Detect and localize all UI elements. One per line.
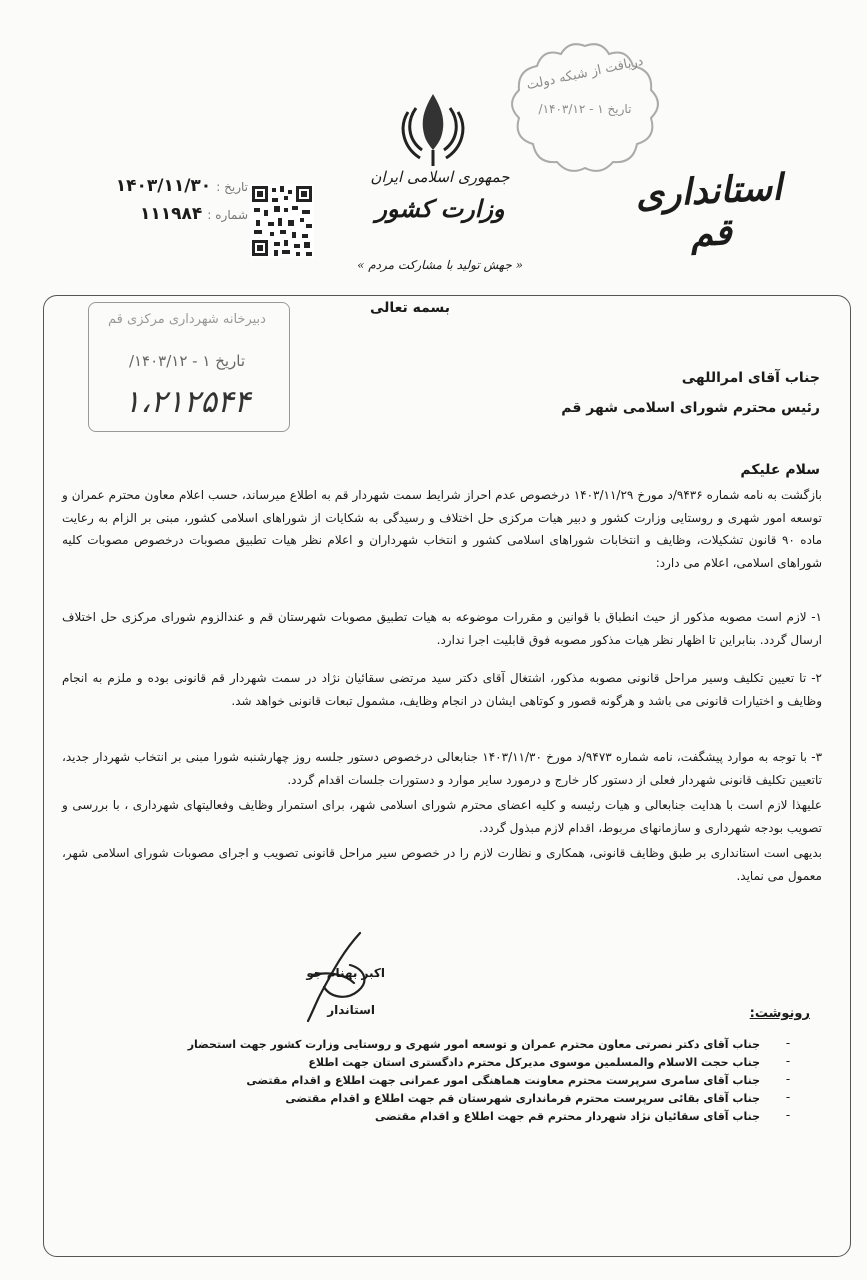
letter-intro-paragraph: بازگشت به نامه شماره ۹۴۳۶/د مورخ ۱۴۰۳/۱۱/۲۹ درخصوص عدم احراز شرایط سمت شهردار قم به اطلاع میرساند، حسب اعلام معاون محترم عمران و توسعه امور شهری و روستایی وزارت کشور و دبیر هیات مرکزی حل اختلاف و رسیدگی به شکایات از شوراهای اسلامی کشور، مبنی بر الزام به رعایت ماده ۹۰ قانون تشکیلات، وظایف و انتخابات شوراهای اسلامی کشور و انتخاب شهرداران و اعلام نظر هیات تطبیق مصوبات درخصوص مصوبات کلیه شوراهای اسلامی، اعلام می دارد: <box>62 488 823 570</box>
basmala: بسمه تعالی <box>369 300 451 316</box>
addressee-name: جناب آقای امراللهی <box>681 370 820 386</box>
secretariat-stamp-title: دبیرخانه شهرداری مرکزی قم <box>108 312 266 327</box>
cc-item: جناب آقای سامری سرپرست محترم معاونت هماهنگی امور عمرانی جهت اطلاع و اقدام مقتضی <box>246 1074 760 1087</box>
date-label: تاریخ : <box>216 180 248 194</box>
letter-number-row <box>88 204 248 224</box>
qr-code-icon <box>250 184 314 258</box>
ministry-slogan: « جهش تولید با مشارکت مردم » <box>357 258 523 272</box>
ministry-name: وزارت کشور <box>375 194 505 223</box>
cc-dash: - <box>785 1054 791 1068</box>
letter-date-row <box>88 176 248 196</box>
secretariat-stamp-number: ۱،۲۱۲۵۴۴ <box>123 384 251 420</box>
iran-emblem-icon <box>398 88 468 168</box>
cc-dash: - <box>785 1090 791 1104</box>
secretariat-stamp-date: تاریخ ۱ - ۱۴۰۳/۱۲/ <box>128 352 246 370</box>
signer-name: اکبر بهنام جو <box>306 966 385 980</box>
cc-dash: - <box>785 1036 791 1050</box>
cc-dash: - <box>785 1072 791 1086</box>
ministry-country-name: جمهوری اسلامی ایران <box>370 168 510 186</box>
number-label: شماره : <box>207 208 248 222</box>
addressee-title: رئیس محترم شورای اسلامی شهر قم <box>561 400 820 416</box>
cc-item: جناب آقای دکتر نصرتی معاون محترم عمران و توسعه امور شهری و روستایی وزارت کشور جهت استحضار <box>187 1038 760 1051</box>
letter-item-3: ۳- با توجه به موارد پیشگفت، نامه شماره ۹۴۷۳/د مورخ ۱۴۰۳/۱۱/۳۰ جنابعالی درخصوص دستور جلسه روز چهارشنبه شورا مبنی بر انتخاب شهردار جدید، تاتعیین تکلیف قانونی شهردار فعلی از دستور کار خارج و درمورد سایر موارد و دستورات جلسات اقدام گردد. <box>62 750 823 787</box>
letter-item-1: ۱- لازم است مصوبه مذکور از حیث انطباق با قوانین و مقررات موضوعه به هیات تطبیق مصوبات شهرستان قم و عندالزوم شورای مرکزی حل اختلاف ارسال گردد. بنابراین تا اظهار نظر هیات مذکور مصوبه فوق قابلیت اجرا ندارد. <box>62 610 822 647</box>
letter-item-3-continuation: علیهذا لازم است با هدایت جنابعالی و هیات رئیسه و کلیه اعضای محترم شورای اسلامی شهر، برای استمرار وظایف وفعالیتهای شهرداری ، با بررسی و تصویب بودجه شهرداری و سازمانهای مربوط، اقدام لازم مبذول گردد. <box>62 798 822 835</box>
received-stamp-text: دریافت از شبکه دولت <box>525 53 645 94</box>
cc-dash: - <box>785 1108 791 1122</box>
letter-item-2: ۲- تا تعیین تکلیف وسیر مراحل قانونی مصوبه مذکور، اشتغال آقای دکتر سید مرتضی سقائیان نژاد در سمت شهردار قم قانونی بوده و ملزم به انجام وظایف و اختیارات قانونی می باشد و هرگونه قصور و کوتاهی ایشان در انجام وظایف، مشمول تبعات قانونی خواهد شد. <box>62 671 822 708</box>
governorate-title: استانداری قم <box>634 166 784 256</box>
cc-item: جناب حجت الاسلام والمسلمین موسوی مدیرکل محترم دادگستری استان جهت اطلاع <box>308 1056 760 1069</box>
signer-role: استاندار <box>327 1003 375 1017</box>
letter-closing-paragraph: بدیهی است استانداری بر طبق وظایف قانونی، همکاری و نظارت لازم را در خصوص سیر مراحل قانونی تصویب و اجرای مصوبات شورای اسلامی شهر، معمول می نماید. <box>62 846 822 883</box>
date-value: ۱۴۰۳/۱۱/۳۰ <box>115 176 212 196</box>
salutation: سلام علیکم <box>740 462 820 478</box>
received-stamp-date: تاریخ ۱ - ۱۴۰۳/۱۲/ <box>538 102 632 116</box>
cc-item: جناب آقای بقائی سرپرست محترم فرمانداری شهرستان قم جهت اطلاع و اقدام مقتضی <box>285 1092 760 1105</box>
cc-title: رونوشت: <box>749 1006 810 1021</box>
number-value: ۱۱۱۹۸۴ <box>140 204 203 224</box>
cc-item: جناب آقای سقائیان نژاد شهردار محترم قم جهت اطلاع و اقدام مقتضی <box>375 1110 760 1123</box>
